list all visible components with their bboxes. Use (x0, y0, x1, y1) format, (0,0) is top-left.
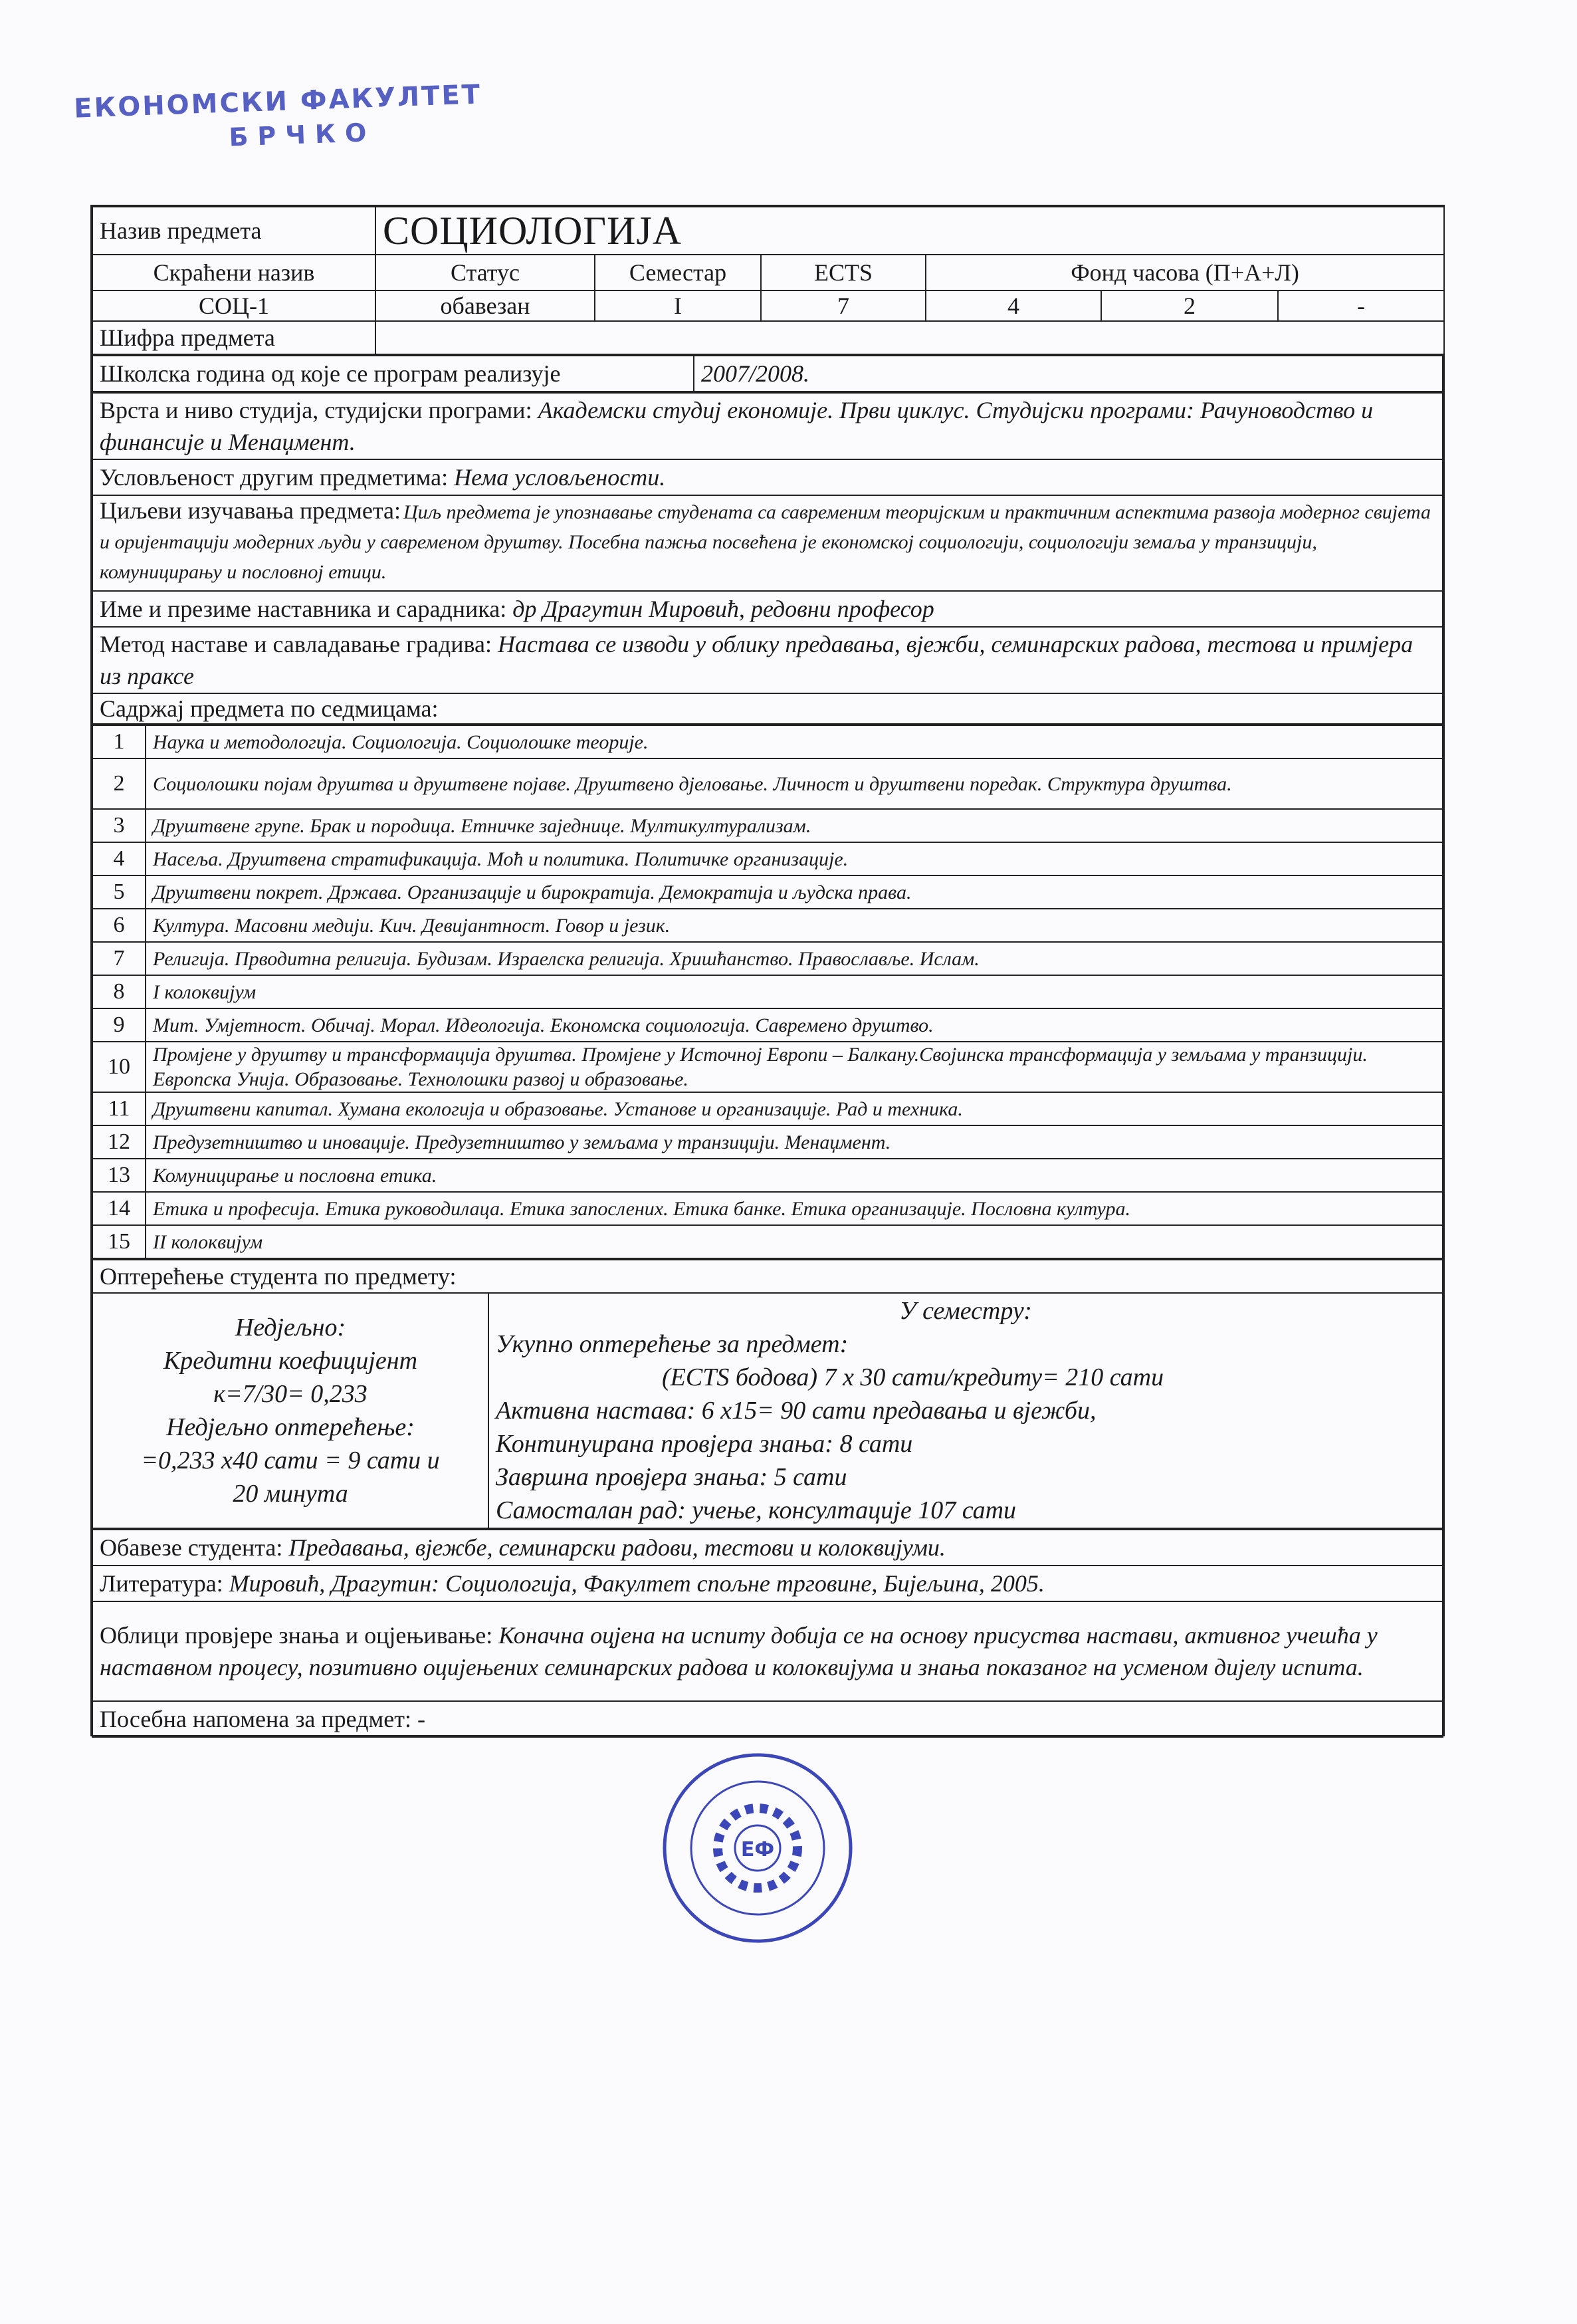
week-row (92, 1092, 1443, 1125)
week-number: 8 (92, 975, 146, 1008)
weekly-line-1: Кредитни коефицијент (163, 1347, 418, 1375)
short-name-label: Скраћени назив (92, 255, 375, 290)
method-row (92, 627, 1443, 693)
study-row (92, 393, 1443, 459)
weekly-line-2: к=7/30= 0,233 (213, 1380, 368, 1408)
week-number: 3 (92, 809, 146, 842)
literature-row (92, 1566, 1443, 1601)
week-topics: Насеља. Друштвена стратификација. Моћ и политика. Политичке организације. (146, 842, 1443, 875)
week-topics: II колоквијум (146, 1225, 1443, 1258)
week-row (92, 842, 1443, 875)
week-topics: Култура. Масовни медији. Кич. Девијантност. Говор и језик. (146, 909, 1443, 942)
name-label: Назив предмета (92, 207, 375, 255)
hours-exercises: 2 (1101, 290, 1278, 321)
week-row (92, 725, 1443, 758)
note-row (92, 1701, 1443, 1737)
week-topics: Мит. Умјетност. Обичај. Морал. Идеологија. Економска социологија. Савремено друштво. (146, 1008, 1443, 1042)
weekly-line-3: Недјељно оптерећење: (166, 1413, 415, 1441)
semester-line-2: (ECTS бодова) 7 х 30 сати/кредиту= 210 сати (662, 1363, 1164, 1391)
week-topics: Етика и професија. Етика руководилаца. Етика запослених. Етика банке. Етика организације. Пословна култура. (146, 1192, 1443, 1225)
hours-label: Фонд часова (П+А+Л) (926, 255, 1444, 290)
study-value: Академски студиј економије. Први циклус. Студијски програми: Рачуноводство и финансије и Менаџмент. (100, 397, 1374, 455)
exam-label: Облици провјере знања и оцјењивање: (100, 1622, 493, 1649)
header-grid (92, 206, 1445, 355)
status-value: обавезан (375, 290, 595, 321)
week-row (92, 875, 1443, 909)
week-row (92, 758, 1443, 809)
status-label: Статус (375, 255, 595, 290)
semester-line-6: Самосталан рад: учење, консултације 107 сати (496, 1496, 1017, 1524)
study-label: Врста и ниво студија, студијски програми: (100, 397, 532, 423)
conditions-value: Нема условљености. (454, 464, 666, 491)
stamp-line-2: БРЧКО (228, 117, 377, 152)
note-value: - (417, 1706, 425, 1732)
week-number: 12 (92, 1125, 146, 1159)
exam-row (92, 1601, 1443, 1701)
week-topics: Предузетништво и иновације. Предузетништво у земљама у транзицији. Менаџмент. (146, 1125, 1443, 1159)
week-number: 2 (92, 758, 146, 809)
week-topics: Религија. Прводитна религија. Будизам. Израелска религија. Хришћанство. Православље. Ислам. (146, 942, 1443, 975)
duties-value: Предавања, вјежбе, семинарски радови, тестови и колоквијуми. (288, 1534, 946, 1561)
short-name-value: СОЦ-1 (92, 290, 375, 321)
week-row (92, 1225, 1443, 1258)
ects-value: 7 (761, 290, 926, 321)
week-row (92, 809, 1443, 842)
goals-row (92, 495, 1443, 591)
seal-center-text: ЕФ (740, 1838, 775, 1861)
load-table (92, 1259, 1443, 1529)
week-row (92, 1125, 1443, 1159)
teacher-label: Име и презиме наставника и сарадника: (100, 596, 507, 622)
year-row (92, 355, 1443, 392)
week-topics: Социолошки појам друштва и друштвене појаве. Друштвено дјеловање. Личност и друштвени поредак. Структура друштва. (146, 758, 1443, 809)
week-topics: I колоквијум (146, 975, 1443, 1008)
literature-label: Литература: (100, 1570, 223, 1597)
week-row (92, 1159, 1443, 1192)
semester-line-4: Континуирана провјера знања: 8 сати (496, 1430, 913, 1458)
week-number: 5 (92, 875, 146, 909)
duties-row (92, 1530, 1443, 1566)
week-topics: Друштвени капитал. Хумана екологија и образовање. Установе и организације. Рад и техника. (146, 1092, 1443, 1125)
weekly-load (92, 1293, 488, 1528)
course-name: СОЦИОЛОГИЈА (375, 207, 1444, 255)
code-label: Шифра предмета (92, 321, 375, 354)
semester-label: Семестар (595, 255, 761, 290)
conditions-row (92, 459, 1443, 495)
content-label: Садржај предмета по седмицама: (92, 693, 1443, 724)
semester-load (488, 1293, 1443, 1528)
note-label: Посебна напомена за предмет: (100, 1706, 411, 1732)
week-number: 9 (92, 1008, 146, 1042)
footer-rows (92, 1529, 1443, 1738)
stamp-line-1: ЕКОНОМСКИ ФАКУЛТЕТ (73, 79, 482, 124)
semester-value: I (595, 290, 761, 321)
year-value: 2007/2008. (694, 356, 1443, 392)
week-number: 13 (92, 1159, 146, 1192)
weekly-content-table (92, 725, 1443, 1259)
week-topics: Друштвени покрет. Држава. Организације и бирократија. Демократија и људска права. (146, 875, 1443, 909)
week-number: 1 (92, 725, 146, 758)
info-rows (92, 392, 1443, 725)
code-value (375, 321, 1444, 354)
week-row (92, 909, 1443, 942)
week-row (92, 942, 1443, 975)
semester-title: У семестру: (899, 1297, 1032, 1325)
exam-value: Коначна оцјена на испиту добија се на основу присуства настави, активног учешћа у наставном процесу, позитивно оцијењених семинарских радова и колоквијума и знања показаног на усменом дијелу испита. (100, 1622, 1378, 1681)
weekly-line-4: =0,233 х40 сати = 9 сати и (141, 1447, 440, 1474)
weekly-title: Недјељно: (235, 1314, 346, 1341)
hours-labs: - (1278, 290, 1444, 321)
university-seal (658, 1748, 857, 1948)
week-row (92, 1042, 1443, 1092)
faculty-stamp (74, 79, 484, 157)
literature-value: Мировић, Драгутин: Социологија, Факултет спољне трговине, Бијељина, 2005. (229, 1570, 1045, 1597)
week-topics: Наука и методологија. Социологија. Социолошке теорије. (146, 725, 1443, 758)
week-number: 14 (92, 1192, 146, 1225)
week-topics: Друштвене групе. Брак и породица. Етничке заједнице. Мултикултурализам. (146, 809, 1443, 842)
method-value: Настава се изводи у облику предавања, вјежби, семинарских радова, тестова и примјера из праксе (100, 631, 1414, 689)
week-number: 7 (92, 942, 146, 975)
semester-line-3: Активна настава: 6 х15= 90 сати предавања и вјежби, (496, 1397, 1097, 1425)
week-number: 6 (92, 909, 146, 942)
week-number: 10 (92, 1042, 146, 1092)
goals-label: Циљеви изучавања предмета: (100, 497, 401, 524)
goals-value: Циљ предмета је упознавање студената са савременим теоријским и практичним аспектима развоја модерног свијета и оријентацији модерних људи у савременом друштву. Посебна пажња посвећена је економској социологији, социологији земаља у транзицији, комуницирању и пословној етици. (100, 501, 1431, 583)
load-label: Оптерећење студента по предмету: (92, 1260, 1443, 1293)
week-number: 11 (92, 1092, 146, 1125)
year-label: Школска година од које се програм реализује (92, 356, 694, 392)
week-topics: Промјене у друштву и трансформација друштва. Промјене у Источној Европи – Балкану.Својинска трансформација у земљама у транзицији. Европска Унија. Образовање. Технолошки развој и образовање. (146, 1042, 1443, 1092)
conditions-label: Условљеност другим предметима: (100, 464, 449, 491)
semester-line-5: Завршна провјера знања: 5 сати (496, 1463, 847, 1491)
hours-lectures: 4 (926, 290, 1101, 321)
week-number: 4 (92, 842, 146, 875)
week-number: 15 (92, 1225, 146, 1258)
semester-line-1: Укупно оптерећење за предмет: (496, 1330, 849, 1358)
course-syllabus-table (90, 205, 1445, 1736)
method-label: Метод наставе и савладавање градива: (100, 631, 492, 657)
ects-label: ECTS (761, 255, 926, 290)
week-row (92, 975, 1443, 1008)
weekly-line-5: 20 минута (233, 1480, 348, 1508)
week-row (92, 1008, 1443, 1042)
week-topics: Комуницирање и пословна етика. (146, 1159, 1443, 1192)
week-row (92, 1192, 1443, 1225)
teacher-value: др Драгутин Мировић, редовни професор (512, 596, 934, 622)
duties-label: Обавезе студента: (100, 1534, 283, 1561)
teacher-row (92, 591, 1443, 627)
